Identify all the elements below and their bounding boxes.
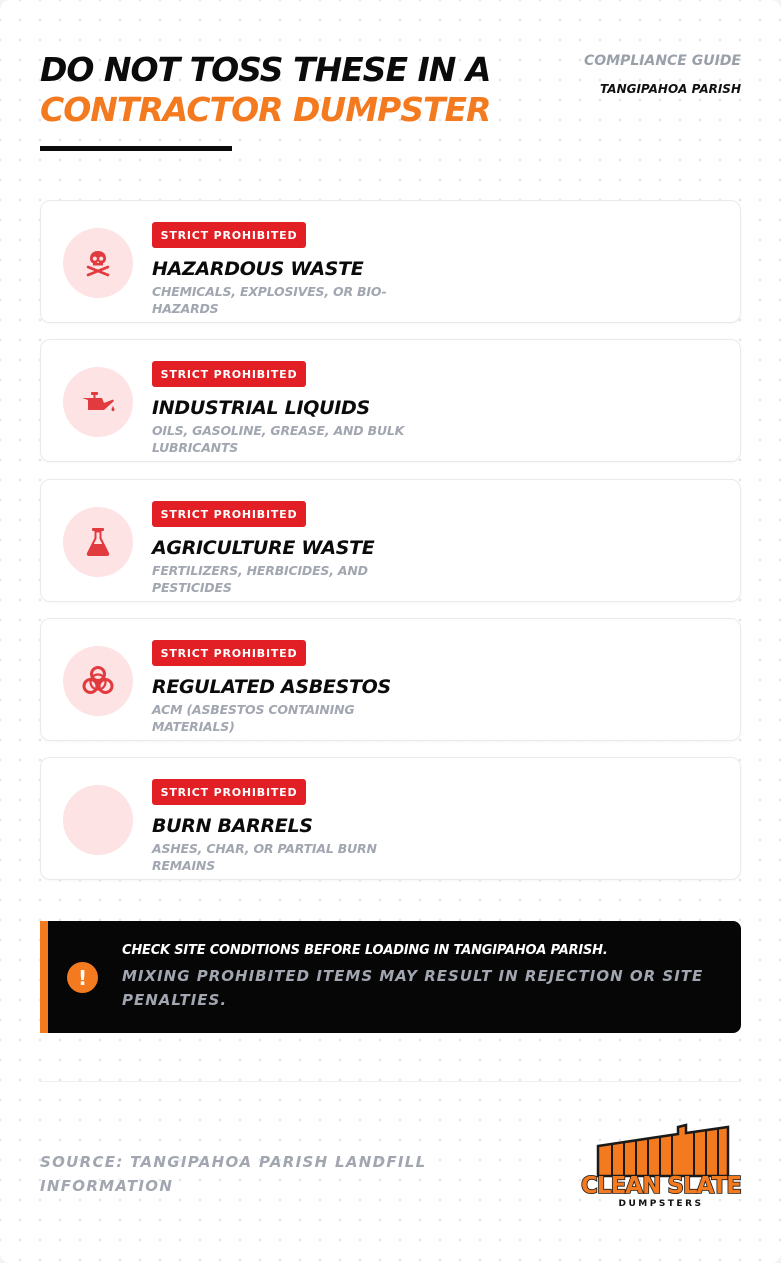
logo-text: CLEAN SLATE	[581, 1173, 741, 1199]
page-title	[40, 50, 490, 130]
item-description: OILS, GASOLINE, GREASE, AND BULK LUBRICANTS	[152, 423, 405, 455]
prohibited-badge: STRICT PROHIBITED	[152, 640, 306, 666]
skull-crossbones-icon	[84, 249, 112, 277]
item-icon-circle	[63, 367, 133, 437]
item-description: FERTILIZERS, HERBICIDES, AND PESTICIDES	[152, 563, 368, 595]
prohibited-badge: STRICT PROHIBITED	[152, 779, 306, 805]
item-title: INDUSTRIAL LIQUIDS	[152, 397, 370, 419]
item-title: REGULATED ASBESTOS	[152, 676, 391, 698]
alert-box	[40, 921, 741, 1033]
alert-accent-bar	[40, 921, 48, 1033]
item-description: CHEMICALS, EXPLOSIVES, OR BIO-HAZARDS	[152, 284, 387, 316]
prohibited-item-card	[40, 757, 741, 880]
flask-icon	[85, 527, 111, 557]
item-icon-circle	[63, 228, 133, 298]
oil-can-icon	[80, 389, 116, 415]
footer-divider	[40, 1081, 741, 1082]
prohibited-item-card	[40, 479, 741, 602]
item-icon-circle	[63, 507, 133, 577]
item-title: BURN BARRELS	[152, 815, 313, 837]
compliance-guide-label: COMPLIANCE GUIDE	[583, 53, 741, 69]
title-line-1: DO NOT TOSS THESE IN A	[40, 50, 491, 89]
alert-primary-text: CHECK SITE CONDITIONS BEFORE LOADING IN TANGIPAHOA PARISH.	[122, 943, 608, 958]
alert-secondary-text: MIXING PROHIBITED ITEMS MAY RESULT IN REJECTION OR SITE PENALTIES.	[122, 967, 704, 1009]
prohibited-item-card	[40, 339, 741, 462]
exclamation-icon: !	[67, 962, 98, 993]
item-description: ASHES, CHAR, OR PARTIAL BURN REMAINS	[152, 841, 377, 873]
parish-label: TANGIPAHOA PARISH	[600, 82, 741, 96]
title-underline	[40, 146, 232, 151]
prohibited-badge: STRICT PROHIBITED	[152, 501, 306, 527]
title-line-2: CONTRACTOR DUMPSTER	[40, 90, 491, 129]
item-title: HAZARDOUS WASTE	[152, 258, 364, 280]
clean-slate-dumpsters-logo	[581, 1118, 741, 1210]
item-icon-circle-empty	[63, 785, 133, 855]
prohibited-item-card	[40, 200, 741, 323]
logo-subtext: DUMPSTERS	[618, 1199, 704, 1209]
prohibited-badge: STRICT PROHIBITED	[152, 361, 306, 387]
item-icon-circle	[63, 646, 133, 716]
source-note: SOURCE: TANGIPAHOA PARISH LANDFILL INFORMATION	[40, 1153, 427, 1195]
prohibited-item-card	[40, 618, 741, 741]
prohibited-badge: STRICT PROHIBITED	[152, 222, 306, 248]
header-meta	[584, 52, 741, 98]
item-title: AGRICULTURE WASTE	[152, 537, 375, 559]
biohazard-icon	[81, 665, 115, 697]
item-description: ACM (ASBESTOS CONTAINING MATERIALS)	[152, 702, 355, 734]
